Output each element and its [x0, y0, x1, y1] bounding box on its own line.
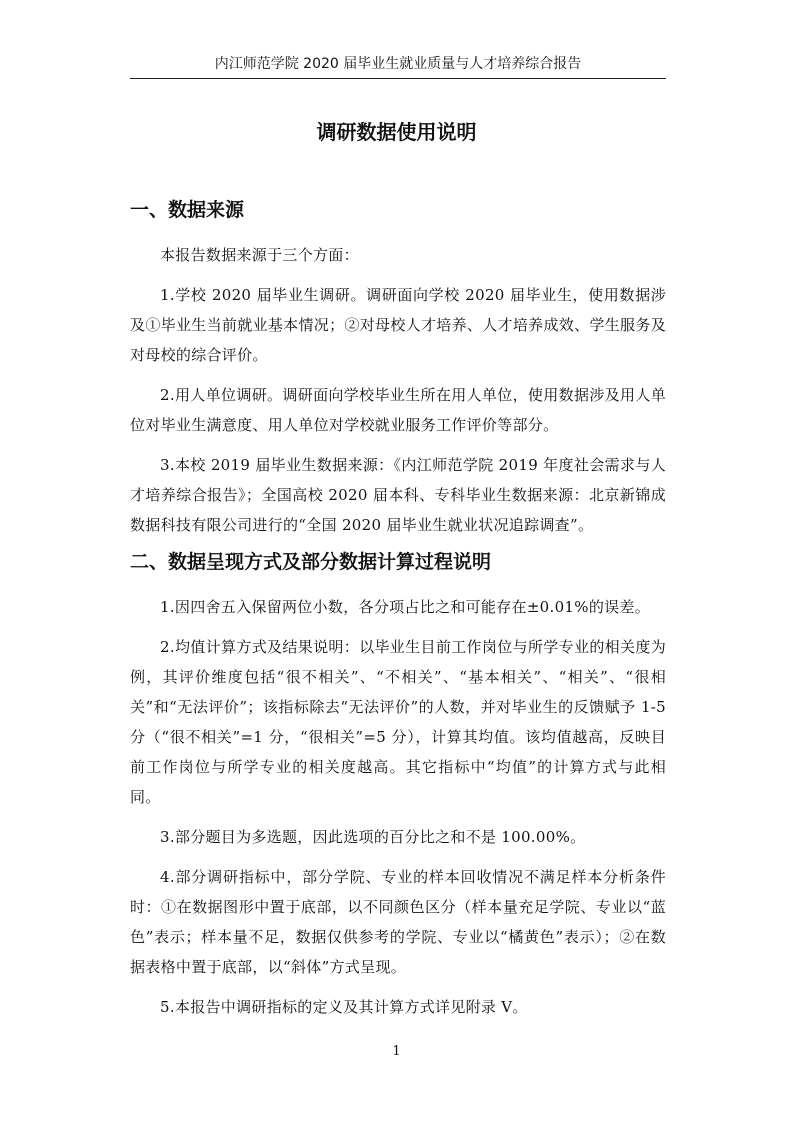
paragraph: 1.因四舍五入保留两位小数，各分项占比之和可能存在±0.01%的误差。	[160, 598, 651, 616]
paragraph: 2.均值计算方式及结果说明：以毕业生目前工作岗位与所学专业的相关度为例，其评价维度包括“很不相关”、“不相关”、“基本相关”、“相关”、“很相关”和“无法评价”；该指标除去“无法评价”的人数，并对毕业生的反馈赋予 1-5 分（“很不相关”=1 分，“很相关”=5 分），计算其均值。该均值越高，反映目前工作岗位与所学专业的相关度越高。其它指标中“均值”的计算方式与此相同。	[130, 638, 666, 806]
paragraph: 4.部分调研指标中，部分学院、专业的样本回收情况不满足样本分析条件时：①在数据图形中置于底部，以不同颜色区分（样本量充足学院、专业以“蓝色”表示；样本量不足，数据仅供参考的学院、专业以“橘黄色”表示）；②在数据表格中置于底部，以“斜体”方式呈现。	[130, 868, 666, 976]
section-body-data-source	[130, 240, 666, 550]
page-number: 1	[392, 1044, 401, 1059]
paragraph: 本报告数据来源于三个方面：	[160, 246, 359, 264]
paragraph: 3.部分题目为多选题，因此选项的百分比之和不是 100.00%。	[160, 828, 586, 846]
document-title: 调研数据使用说明	[316, 120, 477, 144]
header-rule	[130, 78, 666, 79]
paragraph: 2.用人单位调研。调研面向学校毕业生所在用人单位，使用数据涉及用人单位对毕业生满意度、用人单位对学校就业服务工作评价等部分。	[130, 386, 666, 434]
paragraph: 3.本校 2019 届毕业生数据来源：《内江师范学院 2019 年度社会需求与人才培养综合报告》；全国高校 2020 届本科、专科毕业生数据来源：北京新锦成数据科技有限公司进行的“全国 2020 届毕业生就业状况追踪调查”。	[130, 456, 666, 534]
section-body-data-presentation	[130, 592, 666, 1032]
running-header: 内江师范学院 2020 届毕业生就业质量与人才培养综合报告	[214, 56, 582, 72]
section-heading-data-source: 一、数据来源	[130, 199, 245, 221]
section-heading-data-presentation: 二、数据呈现方式及部分数据计算过程说明	[130, 551, 492, 573]
paragraph: 5.本报告中调研指标的定义及其计算方式详见附录 V。	[160, 998, 528, 1016]
paragraph: 1.学校 2020 届毕业生调研。调研面向学校 2020 届毕业生，使用数据涉及①毕业生当前就业基本情况；②对母校人才培养、人才培养成效、学生服务及对母校的综合评价。	[130, 286, 666, 364]
